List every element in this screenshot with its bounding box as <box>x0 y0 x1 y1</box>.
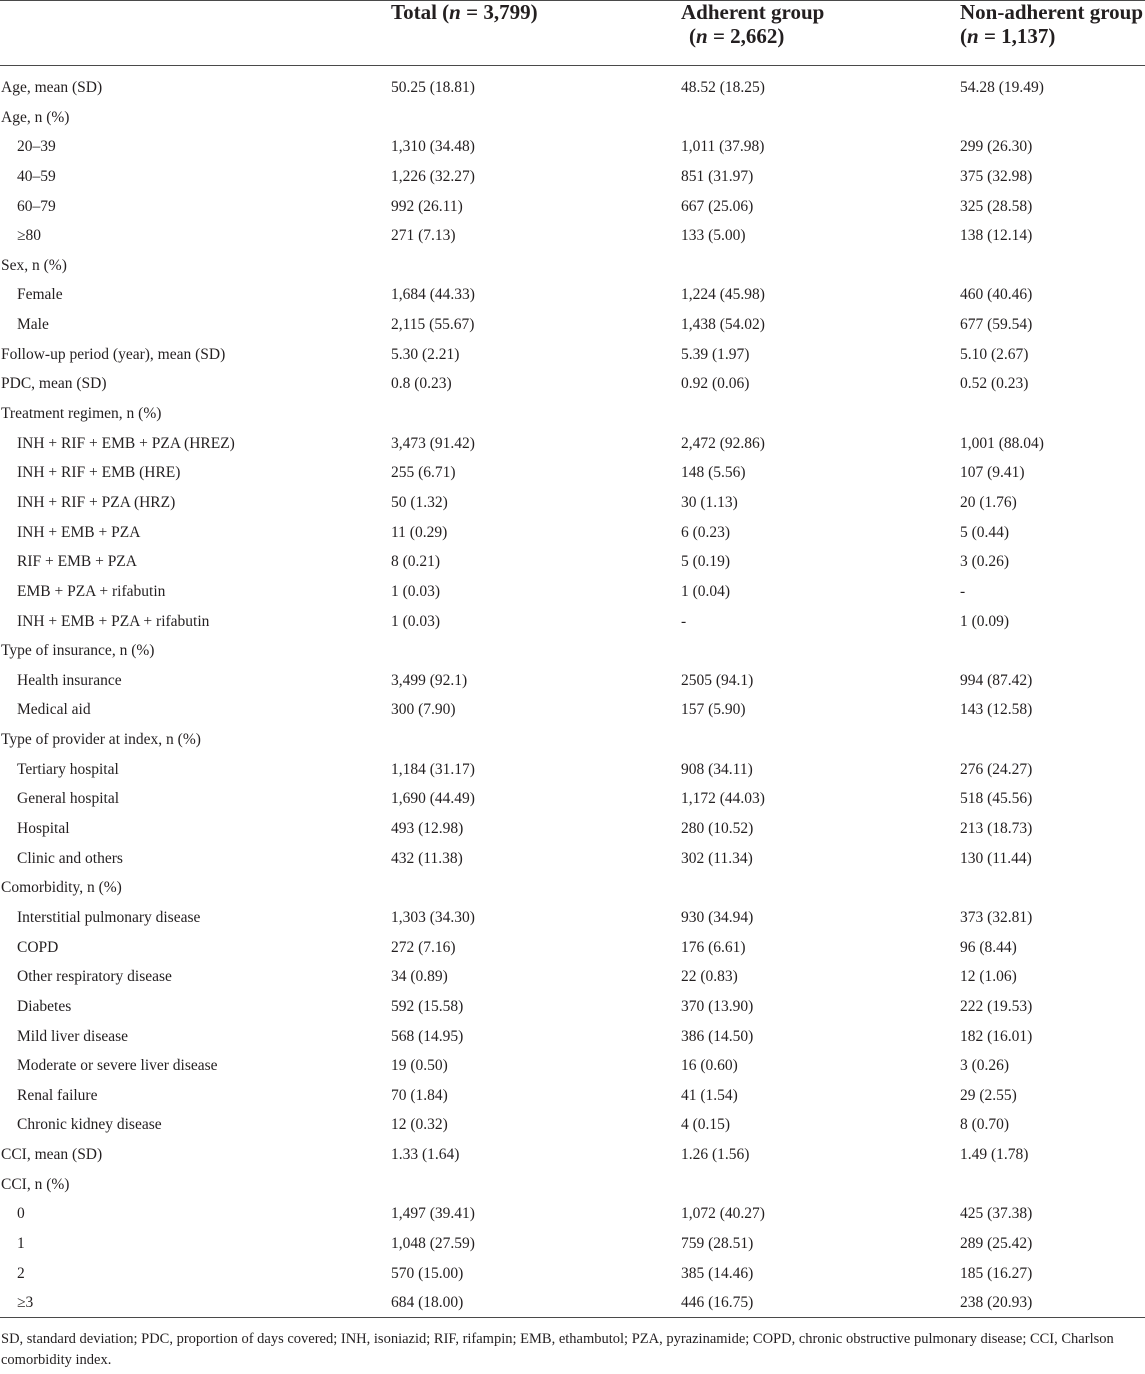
row-label: Sex, n (%) <box>1 256 67 274</box>
adherent-cell: 302 (11.34) <box>681 849 753 867</box>
adherent-cell: 759 (28.51) <box>681 1234 754 1252</box>
table-row-subitem <box>0 755 1145 785</box>
row-label: PDC, mean (SD) <box>1 375 107 393</box>
total-cell: 2,115 (55.67) <box>391 316 475 334</box>
table-row-subitem <box>0 1022 1145 1052</box>
nonadherent-cell: 3 (0.26) <box>960 553 1010 571</box>
table-row <box>0 73 1145 103</box>
total-cell: 271 (7.13) <box>391 227 456 245</box>
table-row-subitem <box>0 132 1145 162</box>
adherent-cell: 370 (13.90) <box>681 997 754 1015</box>
adherent-cell: 667 (25.06) <box>681 197 754 215</box>
nonadherent-cell: 994 (87.42) <box>960 671 1033 689</box>
total-cell: 1,310 (34.48) <box>391 138 475 156</box>
row-label: Tertiary hospital <box>17 760 119 778</box>
row-label: ≥3 <box>17 1294 34 1312</box>
row-label: Hospital <box>17 820 70 838</box>
row-label: Age, mean (SD) <box>1 79 103 96</box>
adherent-cell: 148 (5.56) <box>681 464 746 482</box>
total-cell: 568 (14.95) <box>391 1027 464 1045</box>
table-row-subitem <box>0 666 1145 696</box>
total-cell: 50 (1.32) <box>391 493 448 511</box>
table-row <box>0 1140 1145 1170</box>
total-cell: 1 (0.03) <box>391 582 441 600</box>
adherent-cell: 176 (6.61) <box>681 938 746 956</box>
total-cell: 592 (15.58) <box>391 997 464 1015</box>
header-nonadherent-n-label: n <box>967 24 979 48</box>
nonadherent-cell: 213 (18.73) <box>960 820 1033 838</box>
row-label: 1 <box>17 1234 25 1252</box>
total-cell: 8 (0.21) <box>391 553 441 571</box>
total-cell: 3,473 (91.42) <box>391 434 475 452</box>
header-adherent-n-label: n <box>696 24 708 48</box>
row-label: RIF + EMB + PZA <box>17 553 137 571</box>
table-row-subitem <box>0 192 1145 222</box>
table-row-subitem <box>0 1229 1145 1259</box>
row-label: Diabetes <box>17 997 72 1015</box>
adherent-cell: 1,172 (44.03) <box>681 790 765 808</box>
row-label: COPD <box>17 938 59 956</box>
nonadherent-cell: 182 (16.01) <box>960 1027 1033 1045</box>
nonadherent-cell: 1.49 (1.78) <box>960 1146 1029 1164</box>
total-cell: 12 (0.32) <box>391 1116 448 1134</box>
row-label: INH + RIF + PZA (HRZ) <box>17 493 176 511</box>
adherent-cell: 385 (14.46) <box>681 1264 754 1282</box>
total-cell: 1,303 (34.30) <box>391 908 475 926</box>
table-row <box>0 399 1145 429</box>
table-footnote: SD, standard deviation; PDC, proportion of days covered; INH, isoniazid; RIF, rifampin; EMB, ethambutol; PZA, pyrazinamide; COPD, chronic obstructive pulmonary disease; CCI, Charlson comorbidity index. <box>1 1331 1114 1368</box>
table-row-subitem <box>0 1199 1145 1229</box>
nonadherent-cell: 54.28 (19.49) <box>960 79 1044 96</box>
row-label: Treatment regimen, n (%) <box>1 405 162 423</box>
total-cell: 570 (15.00) <box>391 1264 464 1282</box>
nonadherent-cell: 130 (11.44) <box>960 849 1032 867</box>
nonadherent-cell: 8 (0.70) <box>960 1116 1010 1134</box>
total-cell: 19 (0.50) <box>391 1057 448 1075</box>
row-label: 2 <box>17 1264 25 1282</box>
table-row <box>0 873 1145 903</box>
nonadherent-cell: 373 (32.81) <box>960 908 1033 926</box>
total-cell: 50.25 (18.81) <box>391 79 475 96</box>
nonadherent-cell: 5.10 (2.67) <box>960 345 1029 363</box>
nonadherent-cell: 222 (19.53) <box>960 997 1033 1015</box>
row-label: 20–39 <box>17 138 56 156</box>
total-cell: 3,499 (92.1) <box>391 671 468 689</box>
header-rule <box>0 65 1145 66</box>
adherent-cell: 446 (16.75) <box>681 1294 754 1312</box>
table-row <box>0 340 1145 370</box>
row-label: Clinic and others <box>17 849 123 867</box>
adherent-cell: 30 (1.13) <box>681 493 738 511</box>
row-label: Age, n (%) <box>1 108 70 126</box>
header-total: Total (n = 3,799) <box>391 0 538 24</box>
row-label: CCI, mean (SD) <box>1 1146 103 1164</box>
row-label: Interstitial pulmonary disease <box>17 908 201 926</box>
nonadherent-cell: 1 (0.09) <box>960 612 1010 630</box>
nonadherent-cell: 460 (40.46) <box>960 286 1033 304</box>
row-label: INH + EMB + PZA + rifabutin <box>17 612 210 630</box>
row-label: Moderate or severe liver disease <box>17 1057 218 1075</box>
nonadherent-cell: 299 (26.30) <box>960 138 1033 156</box>
table-row <box>0 369 1145 399</box>
nonadherent-cell: 276 (24.27) <box>960 760 1033 778</box>
adherent-cell: 280 (10.52) <box>681 820 754 838</box>
total-cell: 1,048 (27.59) <box>391 1234 475 1252</box>
row-label: CCI, n (%) <box>1 1175 70 1193</box>
header-adherent-n-value: = 2,662) <box>707 24 785 48</box>
total-cell: 1,497 (39.41) <box>391 1205 475 1223</box>
nonadherent-cell: 143 (12.58) <box>960 701 1033 719</box>
total-cell: 992 (26.11) <box>391 197 463 215</box>
adherent-cell: 6 (0.23) <box>681 523 731 541</box>
row-label: Type of insurance, n (%) <box>1 642 155 660</box>
row-label: EMB + PZA + rifabutin <box>17 582 166 600</box>
nonadherent-cell: 289 (25.42) <box>960 1234 1033 1252</box>
table-row <box>0 251 1145 281</box>
table-row-subitem <box>0 488 1145 518</box>
adherent-cell: 2505 (94.1) <box>681 671 754 689</box>
table-row-subitem <box>0 1288 1145 1318</box>
adherent-cell: 133 (5.00) <box>681 227 746 245</box>
table-row-subitem <box>0 695 1145 725</box>
header-total-n-value: = 3,799) <box>460 0 538 24</box>
table-body <box>0 73 1145 1318</box>
total-cell: 1 (0.03) <box>391 612 441 630</box>
total-cell: 300 (7.90) <box>391 701 456 719</box>
total-cell: 0.8 (0.23) <box>391 375 452 393</box>
total-cell: 1,690 (44.49) <box>391 790 475 808</box>
row-label: INH + RIF + EMB + PZA (HREZ) <box>17 434 235 452</box>
adherent-cell: 5 (0.19) <box>681 553 731 571</box>
adherent-cell: 22 (0.83) <box>681 968 738 986</box>
table-row-subitem <box>0 310 1145 340</box>
total-cell: 493 (12.98) <box>391 820 464 838</box>
table-row <box>0 103 1145 133</box>
table-row-subitem <box>0 429 1145 459</box>
row-label: Female <box>17 286 63 304</box>
row-label: Medical aid <box>17 701 91 719</box>
table-row-subitem <box>0 933 1145 963</box>
adherent-cell: 41 (1.54) <box>681 1086 738 1104</box>
table-row-subitem <box>0 784 1145 814</box>
total-cell: 1,226 (32.27) <box>391 167 475 185</box>
table-row-subitem <box>0 547 1145 577</box>
row-label: General hospital <box>17 790 120 808</box>
row-label: 60–79 <box>17 197 56 215</box>
header-adherent-title: Adherent group <box>681 0 825 24</box>
total-cell: 1.33 (1.64) <box>391 1146 460 1164</box>
adherent-cell: 2,472 (92.86) <box>681 434 765 452</box>
table-row-subitem <box>0 903 1145 933</box>
adherent-cell: 851 (31.97) <box>681 167 754 185</box>
nonadherent-cell: 238 (20.93) <box>960 1294 1033 1312</box>
nonadherent-cell: 0.52 (0.23) <box>960 375 1029 393</box>
header-nonadherent-n-value: = 1,137) <box>978 24 1056 48</box>
adherent-cell: 1,072 (40.27) <box>681 1205 765 1223</box>
row-label: 0 <box>17 1205 25 1223</box>
row-label: 40–59 <box>17 167 56 185</box>
adherent-cell: 0.92 (0.06) <box>681 375 750 393</box>
table-row-subitem <box>0 1051 1145 1081</box>
row-label: Renal failure <box>17 1086 98 1104</box>
table-row-subitem <box>0 221 1145 251</box>
header-nonadherent <box>960 0 1143 48</box>
nonadherent-cell: - <box>960 582 966 600</box>
total-cell: 1,184 (31.17) <box>391 760 475 778</box>
adherent-cell: 1,438 (54.02) <box>681 316 765 334</box>
total-cell: 70 (1.84) <box>391 1086 448 1104</box>
adherent-cell: 386 (14.50) <box>681 1027 754 1045</box>
table-row <box>0 1170 1145 1200</box>
adherent-cell: 16 (0.60) <box>681 1057 738 1075</box>
adherent-cell: - <box>681 612 687 630</box>
table-row-subitem <box>0 992 1145 1022</box>
total-cell: 1,684 (44.33) <box>391 286 475 304</box>
nonadherent-cell: 3 (0.26) <box>960 1057 1010 1075</box>
row-label: INH + RIF + EMB (HRE) <box>17 464 181 482</box>
row-label: ≥80 <box>17 227 42 245</box>
nonadherent-cell: 677 (59.54) <box>960 316 1033 334</box>
adherent-cell: 908 (34.11) <box>681 760 753 778</box>
table-row-subitem <box>0 162 1145 192</box>
row-label: Other respiratory disease <box>17 968 172 986</box>
table-row-subitem <box>0 962 1145 992</box>
nonadherent-cell: 29 (2.55) <box>960 1086 1017 1104</box>
total-cell: 255 (6.71) <box>391 464 456 482</box>
row-label: Follow-up period (year), mean (SD) <box>1 345 226 363</box>
nonadherent-cell: 325 (28.58) <box>960 197 1033 215</box>
nonadherent-cell: 185 (16.27) <box>960 1264 1033 1282</box>
adherent-cell: 1.26 (1.56) <box>681 1146 750 1164</box>
table-row-subitem <box>0 577 1145 607</box>
adherent-cell: 1,224 (45.98) <box>681 286 765 304</box>
nonadherent-cell: 12 (1.06) <box>960 968 1017 986</box>
header-total-title: Total <box>391 0 437 24</box>
row-label: Mild liver disease <box>17 1027 129 1045</box>
nonadherent-cell: 138 (12.14) <box>960 227 1033 245</box>
row-label: Male <box>17 316 49 334</box>
nonadherent-cell: 425 (37.38) <box>960 1205 1033 1223</box>
table-row-subitem <box>0 1081 1145 1111</box>
table-row-subitem <box>0 844 1145 874</box>
nonadherent-cell: 1,001 (88.04) <box>960 434 1044 452</box>
row-label: Chronic kidney disease <box>17 1116 162 1134</box>
row-label: Type of provider at index, n (%) <box>1 731 201 749</box>
table-row <box>0 636 1145 666</box>
row-label: INH + EMB + PZA <box>17 523 141 541</box>
total-cell: 684 (18.00) <box>391 1294 464 1312</box>
header-nonadherent-title: Non-adherent group <box>960 0 1144 24</box>
row-label: Comorbidity, n (%) <box>1 879 122 897</box>
total-cell: 432 (11.38) <box>391 849 463 867</box>
row-label: Health insurance <box>17 671 122 689</box>
table-row-subitem <box>0 1110 1145 1140</box>
nonadherent-cell: 20 (1.76) <box>960 493 1017 511</box>
total-cell: 272 (7.16) <box>391 938 456 956</box>
adherent-cell: 1 (0.04) <box>681 582 731 600</box>
nonadherent-cell: 96 (8.44) <box>960 938 1017 956</box>
nonadherent-cell: 518 (45.56) <box>960 790 1033 808</box>
table-row-subitem <box>0 607 1145 637</box>
adherent-cell: 157 (5.90) <box>681 701 746 719</box>
table-row-subitem <box>0 458 1145 488</box>
adherent-cell: 1,011 (37.98) <box>681 138 765 156</box>
table-row <box>0 725 1145 755</box>
total-cell: 11 (0.29) <box>391 523 448 541</box>
header-adherent <box>681 0 824 48</box>
table-row-subitem <box>0 814 1145 844</box>
table-row-subitem <box>0 518 1145 548</box>
nonadherent-cell: 107 (9.41) <box>960 464 1025 482</box>
table-row-subitem <box>0 1259 1145 1289</box>
table-row-subitem <box>0 280 1145 310</box>
nonadherent-cell: 5 (0.44) <box>960 523 1010 541</box>
total-cell: 5.30 (2.21) <box>391 345 460 363</box>
adherent-cell: 930 (34.94) <box>681 908 754 926</box>
header-total-n-label: n <box>449 0 461 24</box>
nonadherent-cell: 375 (32.98) <box>960 167 1033 185</box>
header-nonadherent-n: (n = 1,137) <box>960 24 1056 48</box>
total-cell: 34 (0.89) <box>391 968 448 986</box>
header-adherent-n: (n = 2,662) <box>689 24 785 48</box>
adherent-cell: 4 (0.15) <box>681 1116 731 1134</box>
adherent-cell: 48.52 (18.25) <box>681 79 765 96</box>
table-bottom-rule <box>0 1317 1145 1318</box>
adherent-cell: 5.39 (1.97) <box>681 345 750 363</box>
